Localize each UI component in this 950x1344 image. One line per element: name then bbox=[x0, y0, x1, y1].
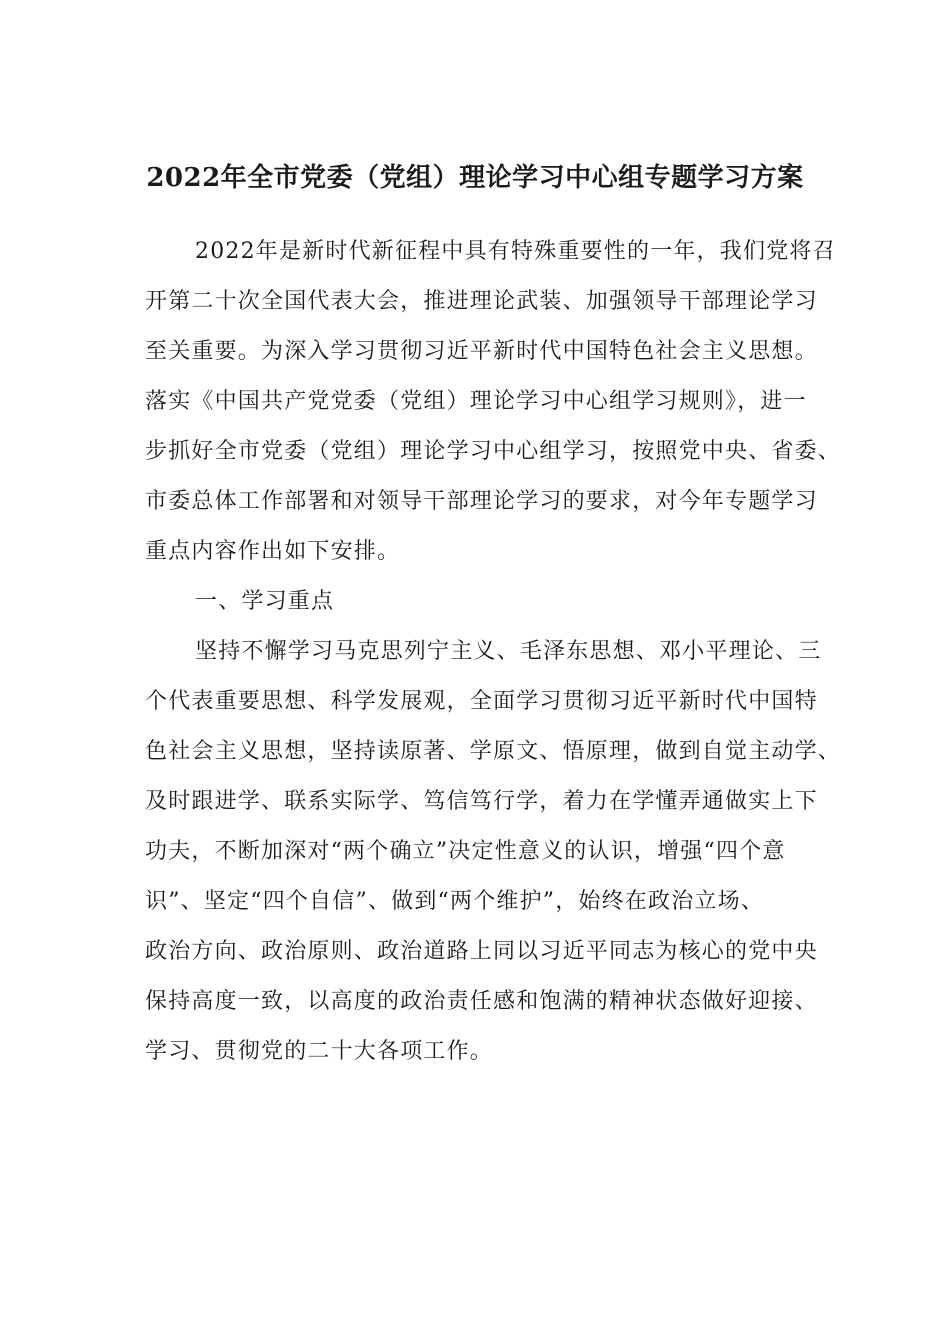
paragraph-1-line-6: 市委总体工作部署和对领导干部理论学习的要求，对今年专题学习 bbox=[145, 489, 818, 514]
paragraph-1-line-3: 至关重要。为深入学习贯彻习近平新时代中国特色社会主义思想。 bbox=[145, 339, 818, 364]
paragraph-2-line-7: 政治方向、政治原则、政治道路上同以习近平同志为核心的党中央 bbox=[145, 939, 818, 964]
paragraph-2-line-3: 色社会主义思想，坚持读原著、学原文、悟原理，做到自觉主动学、 bbox=[145, 739, 842, 764]
section-heading-1: 一、学习重点 bbox=[195, 589, 335, 614]
paragraph-1-line-1: 2022年是新时代新征程中具有特殊重要性的一年，我们党将召 bbox=[195, 239, 836, 264]
paragraph-2-line-6: 识”、坚定“四个自信”、做到“两个维护”，始终在政治立场、 bbox=[145, 889, 765, 914]
paragraph-2-line-4: 及时跟进学、联系实际学、笃信笃行学，着力在学懂弄通做实上下 bbox=[145, 789, 818, 814]
paragraph-2-line-8: 保持高度一致，以高度的政治责任感和饱满的精神状态做好迎接、 bbox=[145, 989, 818, 1014]
paragraph-2-line-5: 功夫，不断加深对“两个确立”决定性意义的认识，增强“四个意 bbox=[145, 839, 786, 864]
paragraph-2-line-9: 学习、贯彻党的二十大各项工作。 bbox=[145, 1039, 494, 1064]
paragraph-2-line-2: 个代表重要思想、科学发展观，全面学习贯彻习近平新时代中国特 bbox=[145, 689, 818, 714]
paragraph-1-line-5: 步抓好全市党委（党组）理论学习中心组学习，按照党中央、省委、 bbox=[145, 439, 842, 464]
paragraph-2-line-1: 坚持不懈学习马克思列宁主义、毛泽东思想、邓小平理论、三 bbox=[195, 639, 822, 664]
paragraph-1-line-4: 落实《中国共产党党委（党组）理论学习中心组学习规则》，进一 bbox=[145, 389, 807, 414]
paragraph-1-line-2: 开第二十次全国代表大会，推进理论武装、加强领导干部理论学习 bbox=[145, 289, 818, 314]
document-title: 2022年全市党委（党组）理论学习中心组专题学习方案 bbox=[146, 163, 804, 193]
paragraph-1-line-7: 重点内容作出如下安排。 bbox=[145, 539, 401, 564]
